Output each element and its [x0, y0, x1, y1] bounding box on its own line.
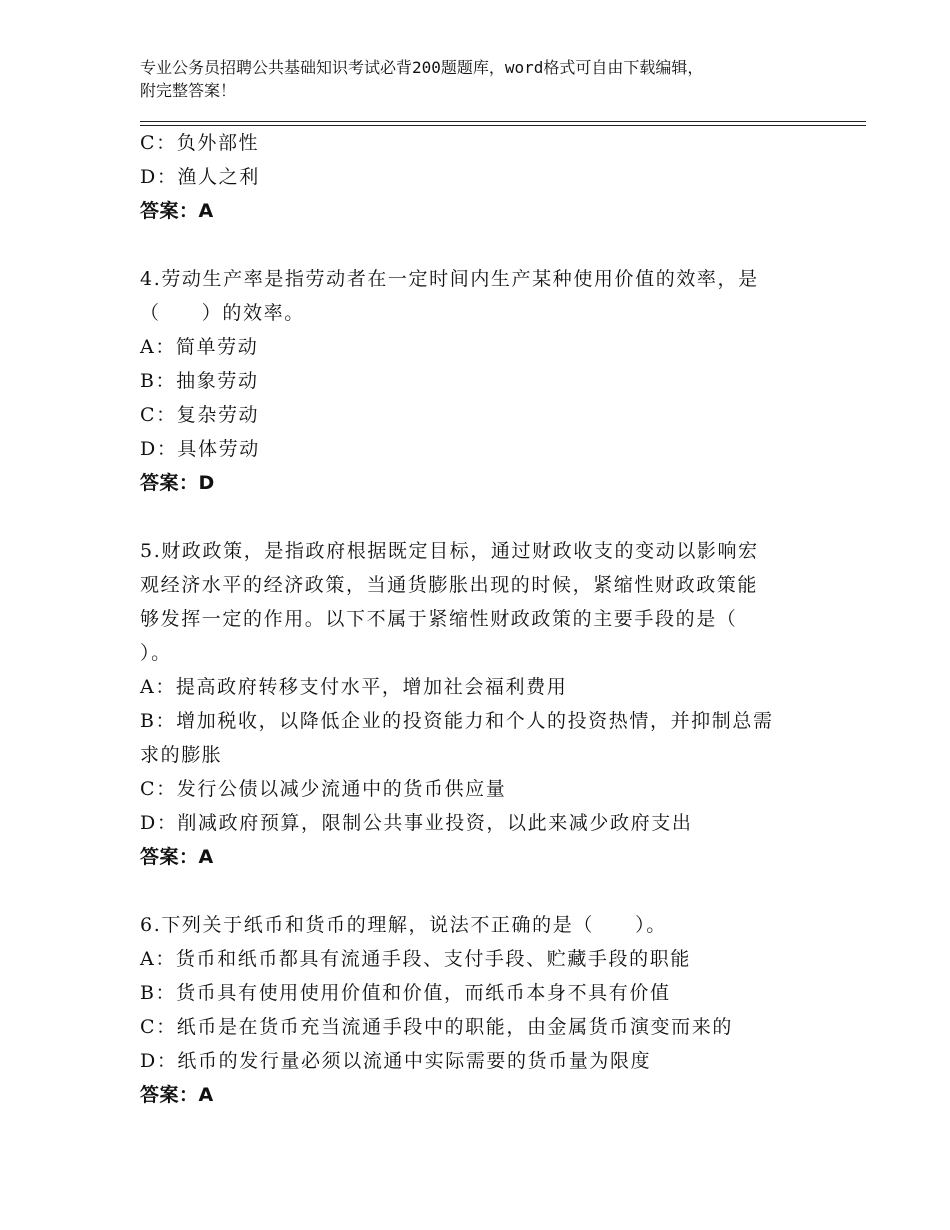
option-a: A：提高政府转移支付水平，增加社会福利费用: [140, 676, 568, 698]
answer-label: 答案：D: [140, 472, 215, 494]
option-b: B：货币具有使用使用价值和价值，而纸币本身不具有价值: [140, 982, 671, 1004]
option-a: A：简单劳动: [140, 336, 259, 358]
option-d: D：削减政府预算，限制公共事业投资，以此来减少政府支出: [140, 812, 693, 834]
question-3-tail: [140, 126, 808, 228]
spacer: [140, 228, 808, 262]
header-line-1: 专业公务员招聘公共基础知识考试必背200题题库，word格式可自由下载编辑，: [140, 58, 704, 77]
spacer: [140, 874, 808, 908]
answer-label: 答案：A: [140, 846, 214, 868]
answer-label: 答案：A: [140, 1084, 214, 1106]
option-c: C：复杂劳动: [140, 404, 260, 426]
question-6: [140, 908, 808, 1112]
header-line-2: 附完整答案！: [140, 81, 237, 100]
option-a: A：货币和纸币都具有流通手段、支付手段、贮藏手段的职能: [140, 948, 691, 970]
question-5: [140, 534, 808, 874]
question-4: [140, 262, 808, 500]
document-body: [140, 126, 808, 1112]
question-stem: 6.下列关于纸币和货币的理解，说法不正确的是（ ）。: [140, 914, 667, 936]
option-c: C：纸币是在货币充当流通手段中的职能，由金属货币演变而来的: [140, 1016, 733, 1038]
question-stem: 4.劳动生产率是指劳动者在一定时间内生产某种使用价值的效率，是: [140, 268, 759, 290]
question-stem: ）。: [140, 642, 172, 664]
header-divider-thin: [140, 121, 866, 122]
option-b: B：抽象劳动: [140, 370, 259, 392]
option-b: B：增加税收，以降低企业的投资能力和个人的投资热情，并抑制总需: [140, 710, 774, 732]
option-d: D：渔人之利: [140, 166, 260, 188]
option-c: C：负外部性: [140, 132, 260, 154]
option-d: D：具体劳动: [140, 438, 260, 460]
option-c: C：发行公债以减少流通中的货币供应量: [140, 778, 507, 800]
question-stem: 5.财政政策，是指政府根据既定目标，通过财政收支的变动以影响宏: [140, 540, 759, 562]
question-stem: （ ）的效率。: [140, 302, 305, 324]
question-stem: 观经济水平的经济政策，当通货膨胀出现的时候，紧缩性财政政策能: [140, 574, 759, 596]
option-d: D：纸币的发行量必须以流通中实际需要的货币量为限度: [140, 1050, 652, 1072]
document-header: [140, 56, 830, 102]
answer-label: 答案：A: [140, 200, 214, 222]
spacer: [140, 500, 808, 534]
option-b-continued: 求的膨胀: [140, 744, 223, 766]
question-stem: 够发挥一定的作用。以下不属于紧缩性财政政策的主要手段的是（: [140, 608, 738, 630]
